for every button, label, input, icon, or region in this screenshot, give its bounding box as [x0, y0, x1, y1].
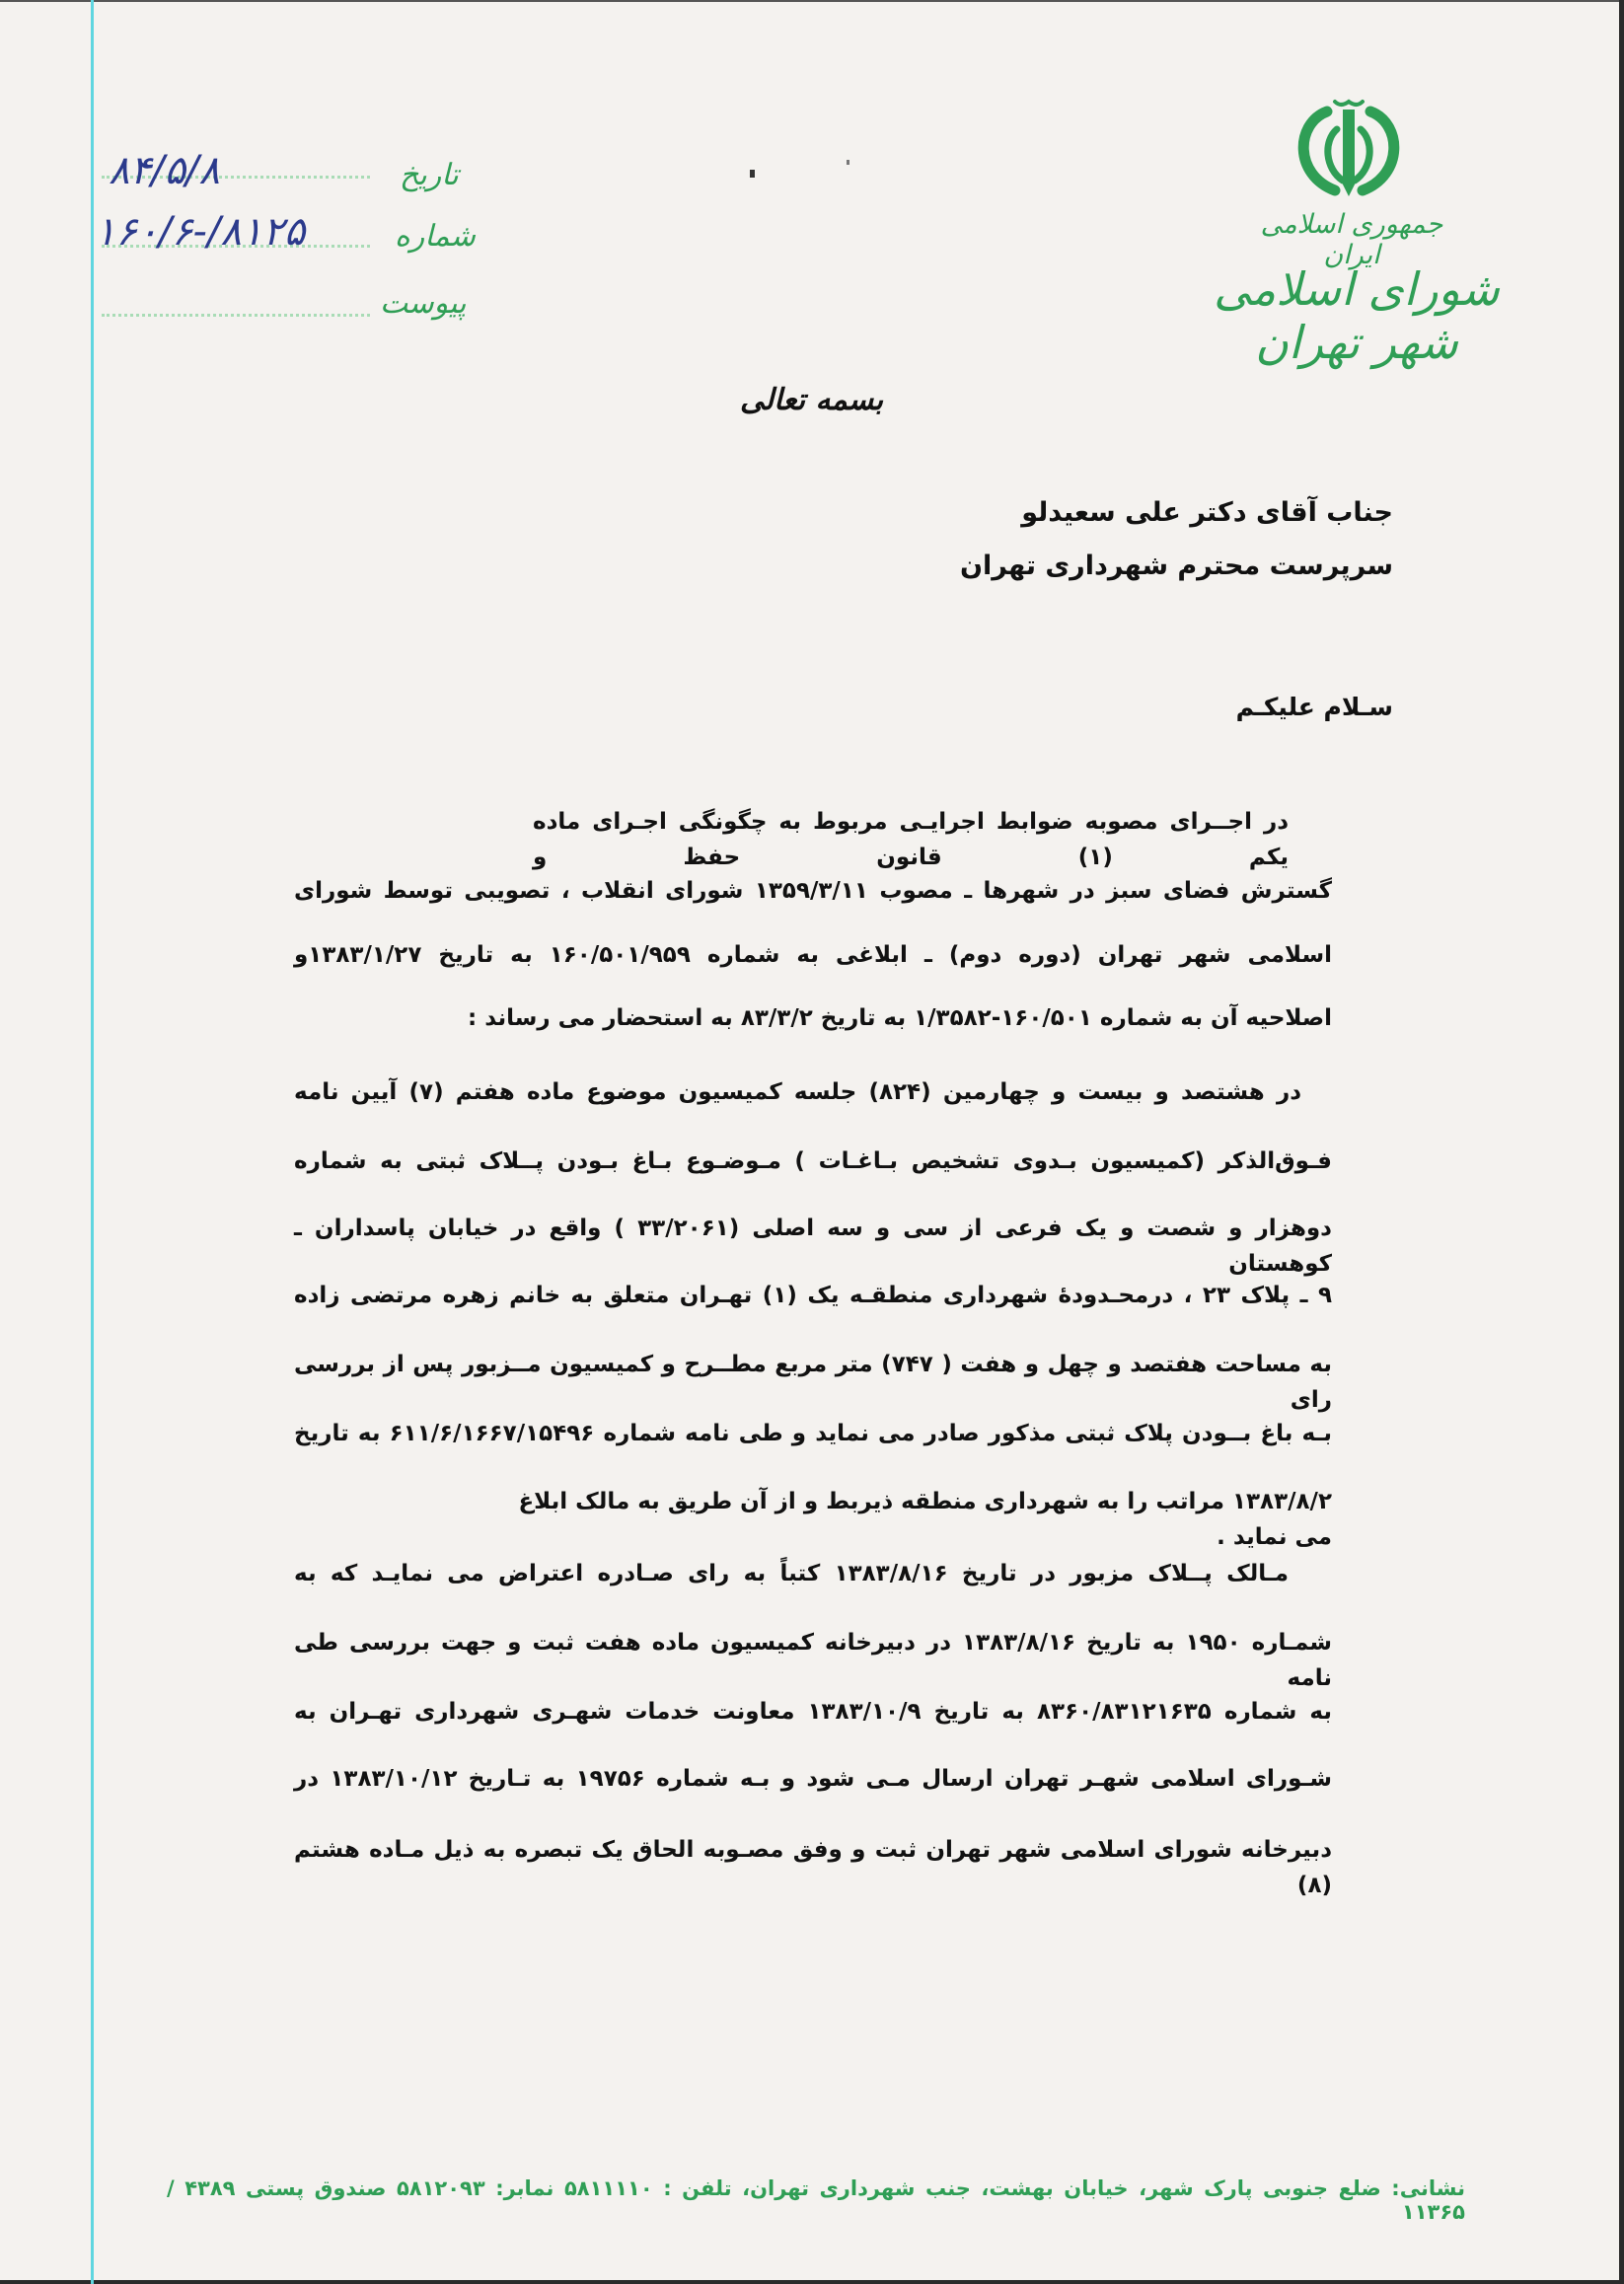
- body-line: ۹ ـ پلاک ۲۳ ، درمحـدودهٔ شهرداری منطقـه یک (۱) تهـران متعلق به خانم زهره مرتضی زاده: [294, 1283, 1332, 1308]
- scan-edge-bottom: [0, 2280, 1624, 2284]
- recipient-name: جناب آقای دکتر علی سعیدلو: [1021, 497, 1393, 528]
- invocation-heading: بسمه تعالی: [739, 383, 884, 417]
- letterhead-country: جمهوری اسلامی ایران: [1260, 209, 1443, 270]
- body-line: اسلامی شهر تهران (دوره دوم) ـ ابلاغی به شماره ۱۶۰/۵۰۱/۹۵۹ به تاریخ ۱۳۸۳/۱/۲۷و: [294, 942, 1332, 968]
- body-line: گسترش فضای سبز در شهرها ـ مصوب ۱۳۵۹/۳/۱۱ شورای انقلاب ، تصویبی توسط شورای: [294, 878, 1332, 904]
- body-line: ۱۳۸۳/۸/۲ مراتب را به شهرداری منطقه ذیربط و از آن طریق به مالک ابلاغ می نماید .: [518, 1489, 1332, 1550]
- recipient-title: سرپرست محترم شهرداری تهران: [959, 551, 1393, 581]
- body-line: در هشتصد و بیست و چهارمین (۸۲۴) جلسه کمیسیون موضوع ماده هفتم (۷) آیین نامه: [294, 1079, 1302, 1105]
- scan-speck: [750, 170, 755, 178]
- body-line: به شماره ۸۳۶۰/۸۳۱۲۱۶۳۵ به تاریخ ۱۳۸۳/۱۰/۹ معاونت خدمات شهـری شهرداری تهـران به: [294, 1699, 1332, 1725]
- scan-edge-right: [1619, 0, 1624, 2284]
- body-line: دوهزار و شصت و یک فرعی از سی و سه اصلی (۳۳/۲۰۶۱ ) واقع در خیابان پاسداران ـ کوهستان: [294, 1216, 1332, 1277]
- body-line: مـالک پــلاک مزبور در تاریخ ۱۳۸۳/۸/۱۶ کتباً به رای صـادره اعتراض می نمایـد که به: [294, 1561, 1290, 1586]
- number-value: ۱۶۰/۶-/۸۱۲۵: [95, 209, 306, 255]
- attachment-dotted-line: [102, 314, 370, 317]
- body-line: شـورای اسلامی شهـر تهران ارسال مـی شود و بـه شماره ۱۹۷۵۶ به تـاریخ ۱۳۸۳/۱۰/۱۲ در: [294, 1766, 1332, 1792]
- body-line: به مساحت هفتصد و چهل و هفت ( ۷۴۷) متر مربع مطــرح و کمیسیون مــزبور پس از بررسی رای: [294, 1352, 1332, 1413]
- letterhead-council: شورای اسلامی شهر تهران: [1214, 262, 1500, 369]
- body-line: در اجــرای مصوبه ضوابط اجرایـی مربوط به چگونگی اجـرای ماده یکم (۱) قانون حفظ و: [533, 809, 1289, 870]
- greeting: سـلام علیکـم: [1235, 693, 1393, 721]
- body-line: شمـاره ۱۹۵۰ به تاریخ ۱۳۸۳/۸/۱۶ در دبیرخانه کمیسیون ماده هفت ثبت و جهت بررسی طی نامه: [294, 1630, 1332, 1691]
- margin-line: [91, 0, 94, 2284]
- body-line: بـه باغ بــودن پلاک ثبتی مذکور صادر می نماید و طی نامه شماره ۶۱۱/۶/۱۶۶۷/۱۵۴۹۶ به تاریخ: [294, 1421, 1332, 1446]
- footer-address: نشانی: ضلع جنوبی پارک شهر، خیابان بهشت، جنب شهرداری تهران، تلفن : ۵۸۱۱۱۱۰ نمابر: ۵۸۱۲۰۹۳ صندوق پستی ۴۳۸۹ / ۱۱۳۶۵: [167, 2176, 1465, 2224]
- body-line: اصلاحیه آن به شماره ۱۶۰/۵۰۱-۱/۳۵۸۲ به تاریخ ۸۳/۳/۲ به استحضار می رساند :: [468, 1005, 1332, 1031]
- scan-speck: [847, 160, 849, 165]
- iran-emblem-icon: [1288, 94, 1410, 202]
- body-line: فـوق‌الذکر (کمیسیون بـدوی تشخیص بـاغـات ) مـوضـوع بـاغ بـودن پــلاک ثبتی به شماره: [294, 1148, 1332, 1174]
- scan-edge-top: [0, 0, 1624, 2]
- date-label: تاریخ: [400, 158, 459, 192]
- body-line: دبیرخانه شورای اسلامی شهر تهران ثبت و وفق مصـوبه الحاق یک تبصره به ذیل مـاده هشتم (۸): [294, 1837, 1332, 1898]
- date-value: ۸۴/۵/۸: [109, 148, 220, 193]
- attachment-label: پیوست: [380, 286, 467, 321]
- number-label: شماره: [395, 219, 476, 254]
